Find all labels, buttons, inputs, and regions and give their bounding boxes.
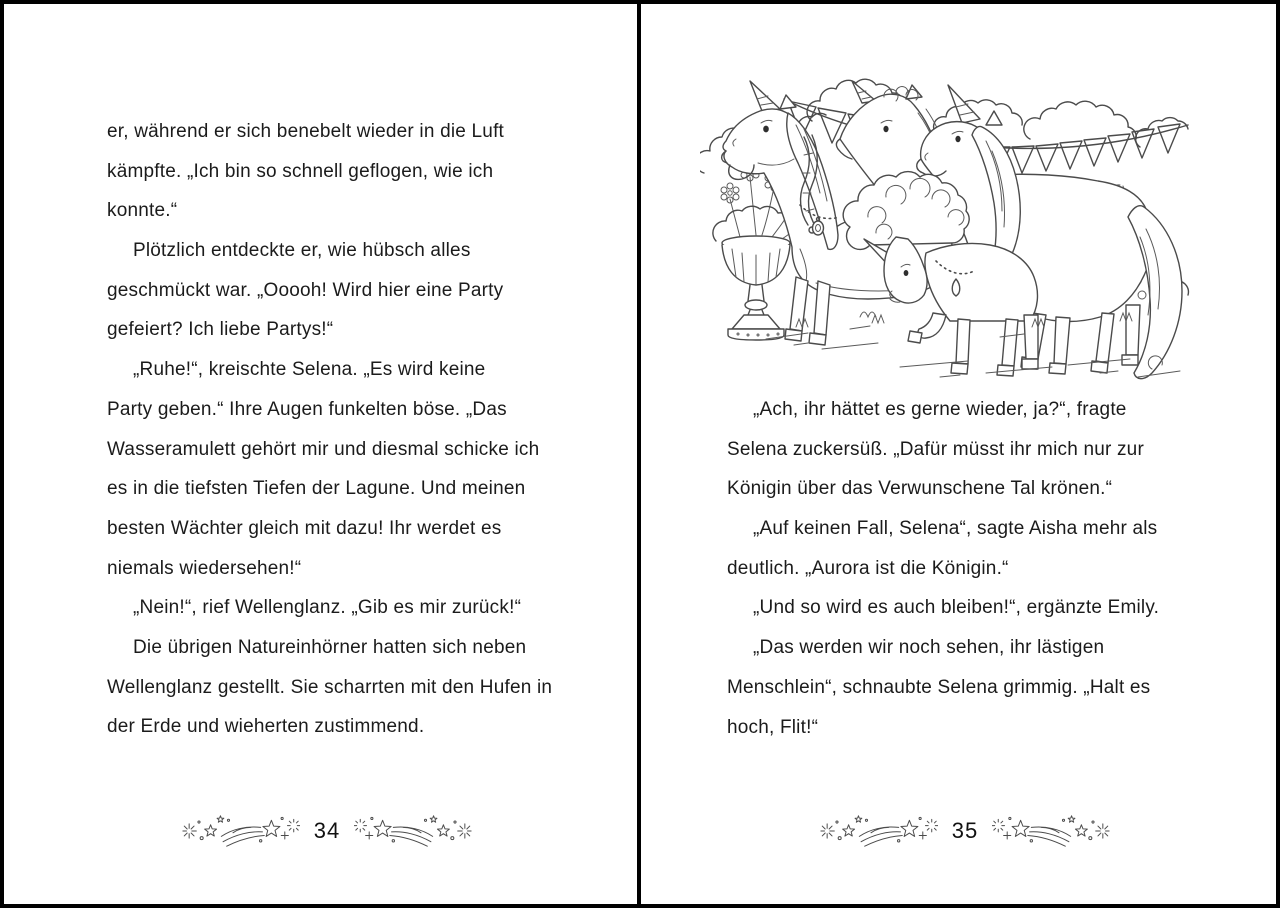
text-line: der Erde und wieherten zustimmend.	[107, 716, 425, 738]
text-line: Die übrigen Natureinhörner hatten sich neben	[133, 636, 527, 658]
text-line: niemals wiedersehen!“	[107, 557, 302, 579]
text-line: „Das werden wir noch sehen, ihr lästigen	[753, 637, 1105, 659]
text-line: es in die tiefsten Tiefen der Lagune. Und meinen	[107, 478, 526, 500]
page-divider	[637, 0, 641, 908]
unicorn-eye	[955, 136, 960, 142]
ground-hatching	[766, 313, 1180, 377]
text-line: gefeiert? Ich liebe Partys!“	[107, 319, 334, 341]
stars-comet-ornament-icon	[182, 811, 300, 851]
stars-comet-ornament-icon	[354, 811, 472, 851]
left-page	[4, 4, 637, 904]
text-line: „Und so wird es auch bleiben!“, ergänzte Emily.	[753, 597, 1160, 619]
unicorn-party-illustration	[700, 77, 1192, 395]
left-page-text	[107, 112, 552, 747]
text-line: Menschlein“, schnaubte Selena grimmig. „Halt es	[727, 676, 1151, 698]
text-line: „Ruhe!“, kreischte Selena. „Es wird keine	[133, 359, 486, 381]
text-line: geschmückt war. „Ooooh! Wird hier eine Party	[107, 279, 504, 301]
unicorn-horn	[948, 85, 980, 123]
page-number: 35	[951, 818, 979, 843]
text-line: Königin über das Verwunschene Tal krönen.“	[727, 478, 1113, 500]
unicorn-eye	[904, 270, 909, 276]
text-line: Wellenglanz gestellt. Sie scharrten mit den Hufen in	[107, 676, 553, 698]
text-line: „Auf keinen Fall, Selena“, sagte Aisha mehr als	[753, 518, 1158, 540]
stars-comet-ornament-icon	[992, 811, 1110, 851]
text-line: Party geben.“ Ihre Augen funkelten böse. „Das	[107, 398, 507, 420]
right-page-footer	[805, 807, 1125, 855]
page-number: 34	[313, 818, 341, 843]
text-line: „Ach, ihr hättet es gerne wieder, ja?“, fragte	[753, 399, 1127, 420]
text-line: hoch, Flit!“	[727, 716, 819, 738]
right-page	[641, 4, 1276, 904]
left-page-footer	[167, 807, 487, 855]
unicorn-eye	[883, 126, 888, 132]
text-line: „Nein!“, rief Wellenglanz. „Gib es mir zurück!“	[133, 597, 522, 619]
text-line: konnte.“	[107, 200, 178, 222]
stars-comet-ornament-icon	[820, 811, 938, 851]
text-line: Wasseramulett gehört mir und diesmal schicke ich	[107, 438, 540, 460]
text-line: Selena zuckersüß. „Dafür müsst ihr mich nur zur	[727, 438, 1144, 460]
unicorn-ear	[986, 111, 1002, 125]
unicorn-eye	[763, 126, 769, 133]
text-line: deutlich. „Aurora ist die Königin.“	[727, 557, 1009, 579]
text-line: kämpfte. „Ich bin so schnell geflogen, wie ich	[107, 160, 494, 182]
text-line: Plötzlich entdeckte er, wie hübsch alles	[133, 240, 471, 262]
unicorn-horn	[750, 81, 780, 111]
text-line: besten Wächter gleich mit dazu! Ihr werdet es	[107, 517, 502, 539]
right-page-text	[727, 390, 1159, 747]
text-line: er, während er sich benebelt wieder in die Luft	[107, 121, 505, 142]
